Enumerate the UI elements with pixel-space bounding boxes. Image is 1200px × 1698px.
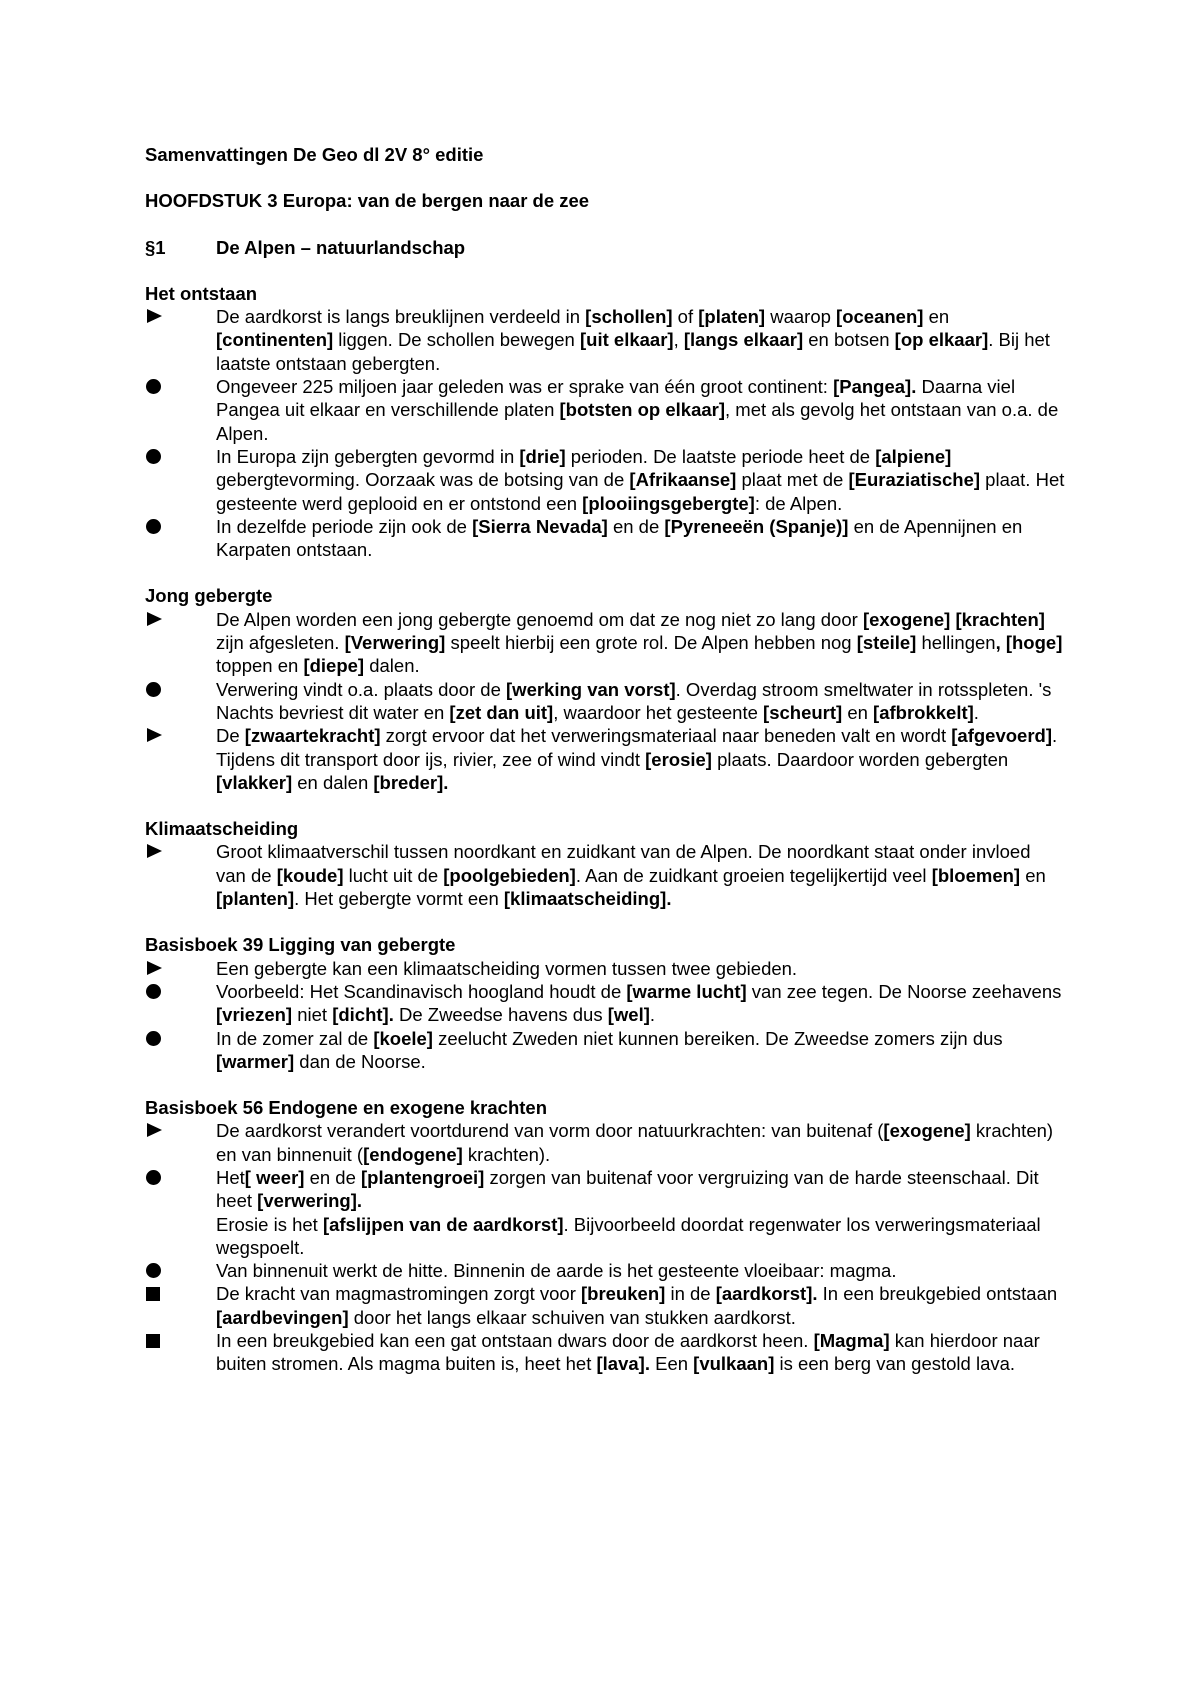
answer-term: [Magma]	[813, 1330, 890, 1352]
list-item-text	[216, 840, 1065, 910]
list-item-text	[216, 980, 1065, 1027]
text-run: niet	[292, 1004, 333, 1026]
text-run: kan hierdoor naar buiten stromen. Als magma buiten is, heet het	[216, 1330, 1040, 1375]
dot-bullet-icon	[145, 1166, 216, 1189]
answer-term: [zwaartekracht]	[244, 725, 381, 747]
answer-term: [afgevoerd]	[951, 725, 1052, 747]
answer-term: [zet dan uit]	[449, 701, 554, 723]
dot-bullet-icon	[145, 1027, 216, 1050]
text-run: Verwering vindt o.a. plaats door de	[216, 678, 507, 700]
text-run: en dalen	[292, 771, 374, 793]
answer-term: [vulkaan]	[693, 1353, 775, 1375]
answer-term: [Afrikaanse]	[629, 469, 737, 491]
text-run: De	[216, 725, 245, 747]
list-item-text	[216, 724, 1065, 794]
text-run: In een breukgebied kan een gat ontstaan dwars door de aardkorst heen.	[216, 1330, 814, 1352]
text-run: en	[842, 701, 874, 723]
answer-term: [klimaatscheiding].	[503, 888, 672, 910]
answer-term: [platen]	[698, 306, 766, 328]
list-item-text	[216, 1119, 1065, 1166]
text-run: .	[973, 701, 979, 723]
answer-term: [op elkaar]	[894, 329, 989, 351]
list-item	[145, 375, 1065, 445]
answer-term: [Pangea].	[833, 376, 917, 398]
list-item	[145, 678, 1065, 725]
text-run: is een berg van gestold lava.	[774, 1353, 1016, 1375]
answer-term: [plooiingsgebergte]	[582, 492, 755, 514]
text-run: van zee tegen. De Noorse zeehavens	[746, 980, 1062, 1002]
answer-term: [koele]	[373, 1027, 433, 1049]
text-run: zorgen van buitenaf voor vergruizing van de harde steenschaal. Dit heet	[216, 1166, 1039, 1212]
list-item	[145, 980, 1065, 1027]
answer-term: [lava].	[596, 1353, 650, 1375]
text-run: , met als gevolg het ontstaan van o.a. de Alpen.	[216, 399, 1059, 444]
answer-term: [aardbevingen]	[216, 1306, 349, 1328]
answer-term: [warmer]	[216, 1050, 295, 1072]
text-run: . Tijdens dit transport door ijs, rivier, zee of wind vindt	[216, 725, 1058, 770]
answer-term: [Euraziatische]	[848, 469, 981, 491]
answer-term: [vriezen]	[216, 1004, 293, 1026]
answer-term: [Verwering]	[344, 632, 446, 654]
bullet-list	[145, 840, 1065, 910]
answer-term: [drie]	[519, 445, 566, 467]
paragraph-number: §1	[145, 236, 166, 258]
answer-term: [steile]	[856, 632, 917, 654]
answer-term: [werking van vorst]	[506, 678, 676, 700]
answer-term: [Pyreneeën (Spanje)]	[664, 515, 849, 537]
sections-container	[145, 282, 1065, 1376]
answer-term: [botsten op elkaar]	[559, 399, 726, 421]
answer-term: [koude]	[276, 864, 344, 886]
text-run: Ongeveer 225 miljoen jaar geleden was er sprake van één groot continent:	[216, 376, 834, 398]
list-item-text	[216, 1282, 1065, 1329]
text-run: In de zomer zal de	[216, 1027, 374, 1049]
bullet-list	[145, 305, 1065, 561]
list-item	[145, 1213, 1065, 1260]
text-run: door het langs elkaar schuiven van stukken aardkorst.	[348, 1306, 796, 1328]
section	[145, 584, 1065, 794]
answer-term: [afslijpen van de aardkorst]	[322, 1213, 564, 1235]
dot-bullet-icon	[145, 1259, 216, 1282]
answer-term: [schollen]	[585, 306, 673, 328]
list-item	[145, 1166, 1065, 1213]
text-run: .	[649, 1004, 656, 1026]
text-run: De kracht van magmastromingen zorgt voor	[216, 1283, 582, 1305]
answer-term: [diepe]	[303, 655, 365, 677]
text-run: waarop	[765, 306, 837, 328]
text-run: Voorbeeld: Het Scandinavisch hoogland houdt de	[216, 980, 627, 1002]
text-run: : de Alpen.	[754, 492, 843, 514]
list-item	[145, 1119, 1065, 1166]
document-content	[145, 143, 1065, 1376]
dot-bullet-icon	[145, 375, 216, 398]
list-item-text	[216, 1027, 1065, 1074]
chapter-heading: HOOFDSTUK 3 Europa: van de bergen naar de zee	[145, 190, 590, 212]
section-heading: Jong gebergte	[145, 585, 273, 607]
list-item-text	[216, 1329, 1065, 1376]
list-item-text	[216, 375, 1065, 445]
text-run: en de	[304, 1166, 362, 1188]
answer-term: ,	[995, 632, 1006, 654]
text-run: Het	[216, 1166, 245, 1188]
text-run: Een gebergte kan een klimaatscheiding vormen tussen twee gebieden.	[216, 957, 798, 979]
text-run: hellingen	[916, 632, 996, 654]
answer-term: [hoge]	[1005, 632, 1063, 654]
text-run: in de	[665, 1283, 716, 1305]
list-item-text	[216, 1166, 1065, 1213]
list-item	[145, 515, 1065, 562]
section	[145, 282, 1065, 562]
dot-bullet-icon	[145, 980, 216, 1003]
text-run: dalen.	[364, 655, 420, 677]
section-heading: Klimaatscheiding	[145, 818, 299, 840]
text-run: zorgt ervoor dat het verweringsmateriaal naar beneden valt en wordt	[380, 725, 952, 747]
text-run: Daarna viel Pangea uit elkaar en verschillende platen	[216, 376, 1016, 421]
list-item	[145, 840, 1065, 910]
answer-term: [bloemen]	[931, 864, 1021, 886]
text-run: . Het gebergte vormt een	[294, 888, 504, 910]
answer-term: [continenten]	[216, 329, 334, 351]
answer-term: [ weer]	[244, 1166, 305, 1188]
text-run: en de	[607, 515, 665, 537]
answer-term: [oceanen]	[836, 306, 924, 328]
bullet-list	[145, 608, 1065, 794]
paragraph-heading	[145, 236, 1065, 259]
dot-bullet-icon	[145, 678, 216, 701]
text-run: lucht uit de	[343, 864, 444, 886]
text-run: . Overdag stroom smeltwater in rotsspleten. 's Nachts bevriest dit water en	[216, 678, 1052, 723]
text-run: De Zweedse havens dus	[393, 1004, 608, 1026]
answer-term: [vlakker]	[216, 771, 293, 793]
text-run: plaats. Daardoor worden gebergten	[711, 748, 1009, 770]
answer-term: [exogene]	[883, 1120, 971, 1142]
section-heading: Basisboek 56 Endogene en exogene krachten	[145, 1097, 548, 1119]
text-run: Groot klimaatverschil tussen noordkant en zuidkant van de Alpen. De noordkant staat onder invloed van de	[216, 841, 1031, 886]
section-heading: Het ontstaan	[145, 282, 258, 304]
list-item-text	[216, 678, 1065, 725]
text-run: Erosie is het	[216, 1213, 323, 1235]
text-run: In een breukgebied ontstaan	[817, 1283, 1058, 1305]
text-run: Van binnenuit werkt de hitte. Binnenin de aarde is het gesteente vloeibaar: magma.	[216, 1260, 897, 1282]
list-item-text	[216, 1259, 1065, 1282]
section	[145, 1096, 1065, 1376]
text-run: . Bijvoorbeeld doordat regenwater los verweringsmateriaal wegspoelt.	[216, 1213, 1041, 1258]
answer-term: [warme lucht]	[626, 980, 747, 1002]
text-run: In Europa zijn gebergten gevormd in	[216, 445, 520, 467]
arrow-bullet-icon	[145, 840, 216, 863]
list-item-text	[216, 305, 1065, 375]
text-run: krachten) en van binnenuit (	[216, 1120, 1054, 1165]
text-run: gebergtevorming. Oorzaak was de botsing van de	[216, 469, 630, 491]
answer-term: [scheurt]	[763, 701, 843, 723]
text-run: dan de Noorse.	[294, 1050, 426, 1072]
text-run: , waardoor het gesteente	[553, 701, 764, 723]
list-item-text	[216, 515, 1065, 562]
text-run: liggen. De schollen bewegen	[333, 329, 580, 351]
text-run: zeelucht Zweden niet kunnen bereiken. De Zweedse zomers zijn dus	[432, 1027, 1003, 1049]
text-run: perioden. De laatste periode heet de	[565, 445, 876, 467]
text-run: en botsen	[803, 329, 895, 351]
text-run: De aardkorst verandert voortdurend van vorm door natuurkrachten: van buitenaf (	[216, 1120, 884, 1142]
answer-term: [exogene]	[862, 608, 951, 630]
list-item	[145, 445, 1065, 515]
list-item	[145, 957, 1065, 980]
text-run: en	[923, 306, 950, 328]
text-run: toppen en	[216, 655, 304, 677]
bullet-list	[145, 1119, 1065, 1375]
paragraph-title: De Alpen – natuurlandschap	[216, 236, 466, 258]
dot-bullet-icon	[145, 515, 216, 538]
list-item-text	[216, 1213, 1065, 1260]
answer-term: [breuken]	[581, 1283, 666, 1305]
answer-term: [verwering].	[257, 1190, 363, 1212]
square-bullet-icon	[145, 1282, 216, 1305]
text-run: . Aan de zuidkant groeien tegelijkertijd veel	[575, 864, 932, 886]
answer-term: [uit elkaar]	[580, 329, 674, 351]
arrow-bullet-icon	[145, 305, 216, 328]
text-run: De Alpen worden een jong gebergte genoemd om dat ze nog niet zo lang door	[216, 608, 863, 630]
answer-term: [Sierra Nevada]	[472, 515, 608, 537]
answer-term: [planten]	[216, 888, 295, 910]
list-item	[145, 1329, 1065, 1376]
answer-term: [plantengroei]	[361, 1166, 485, 1188]
list-item	[145, 1027, 1065, 1074]
list-item	[145, 305, 1065, 375]
text-run: speelt hierbij een grote rol. De Alpen hebben nog	[445, 632, 857, 654]
text-run: of	[672, 306, 699, 328]
list-item	[145, 1259, 1065, 1282]
answer-term: [erosie]	[645, 748, 712, 770]
answer-term: [afbrokkelt]	[873, 701, 974, 723]
list-item	[145, 608, 1065, 678]
answer-term: [langs elkaar]	[683, 329, 804, 351]
text-run: en	[1020, 864, 1046, 886]
text-run: krachten).	[462, 1143, 551, 1165]
list-item	[145, 724, 1065, 794]
answer-term: [wel]	[607, 1004, 650, 1026]
text-run: In dezelfde periode zijn ook de	[216, 515, 473, 537]
arrow-bullet-icon	[145, 957, 216, 980]
list-item-text	[216, 957, 1065, 980]
arrow-bullet-icon	[145, 1119, 216, 1142]
text-run: en de Apennijnen en Karpaten ontstaan.	[216, 515, 1023, 561]
text-run: plaat met de	[736, 469, 849, 491]
text-run: ,	[673, 329, 684, 351]
arrow-bullet-icon	[145, 724, 216, 747]
bullet-list	[145, 957, 1065, 1073]
arrow-bullet-icon	[145, 608, 216, 631]
section	[145, 933, 1065, 1073]
answer-term: [poolgebieden]	[443, 864, 576, 886]
answer-term: [breder].	[373, 771, 449, 793]
section	[145, 817, 1065, 910]
answer-term: [dicht].	[332, 1004, 394, 1026]
dot-bullet-icon	[145, 445, 216, 468]
text-run: plaat. Het gesteente werd geplooid en er ontstond een	[216, 469, 1065, 514]
text-run: Een	[649, 1353, 694, 1375]
list-item-text	[216, 445, 1065, 515]
no-bullet	[145, 1213, 216, 1236]
document-title: Samenvattingen De Geo dl 2V 8° editie	[145, 144, 484, 165]
answer-term: [alpiene]	[875, 445, 952, 467]
list-item	[145, 1282, 1065, 1329]
text-run: zijn afgesleten.	[216, 632, 345, 654]
answer-term: [aardkorst].	[715, 1283, 818, 1305]
answer-term: [endogene]	[363, 1143, 463, 1165]
answer-term: [krachten]	[955, 608, 1045, 630]
list-item-text	[216, 608, 1065, 678]
section-heading: Basisboek 39 Ligging van gebergte	[145, 934, 456, 956]
square-bullet-icon	[145, 1329, 216, 1352]
text-run: . Bij het laatste ontstaan gebergten.	[216, 329, 1050, 374]
text-run: De aardkorst is langs breuklijnen verdeeld in	[216, 306, 586, 328]
